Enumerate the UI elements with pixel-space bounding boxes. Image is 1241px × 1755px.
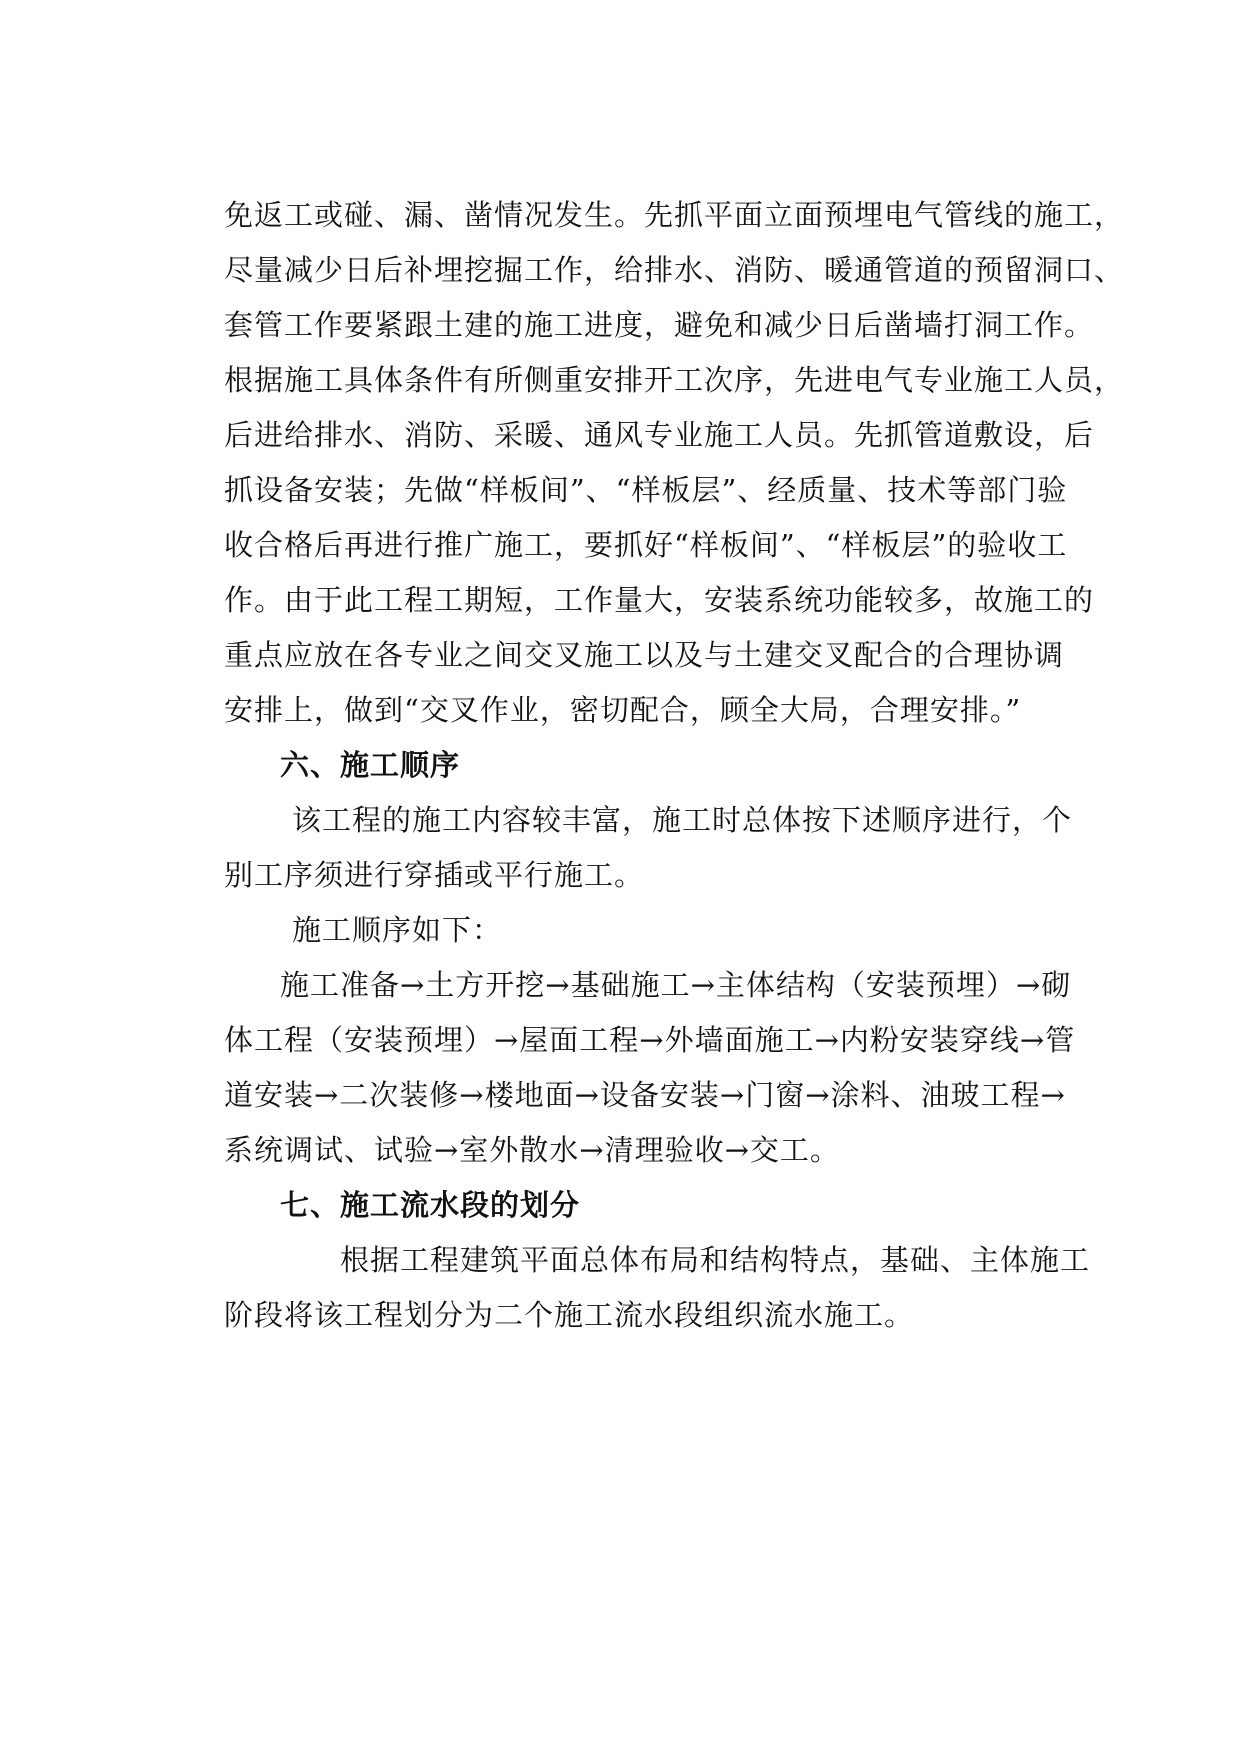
paragraph-line: 作。由于此工程工期短，工作量大，安装系统功能较多，故施工的 — [224, 583, 1095, 617]
section-7-body-line: 阶段将该工程划分为二个施工流水段组织流水施工。 — [224, 1298, 915, 1332]
sequence-line: 施工准备→土方开挖→基础施工→主体结构（安装预埋）→砌 — [280, 968, 1072, 1002]
section-heading-6: 六、施工顺序 — [280, 748, 461, 782]
sequence-line: 系统调试、试验→室外散水→清理验收→交工。 — [224, 1133, 840, 1167]
paragraph-line: 后进给排水、消防、采暖、通风专业施工人员。先抓管道敷设，后 — [224, 418, 1095, 452]
paragraph-line: 抓设备安装；先做“样板间”、“样板层”、经质量、技术等部门验 — [224, 473, 1068, 507]
paragraph-line: 套管工作要紧跟土建的施工进度，避免和减少日后凿墙打洞工作。 — [224, 308, 1095, 342]
section-7-body-line: 根据工程建筑平面总体布局和结构特点，基础、主体施工 — [340, 1243, 1091, 1277]
paragraph-line: 安排上，做到“交叉作业，密切配合，顾全大局，合理安排。” — [224, 693, 1022, 727]
paragraph-line: 收合格后再进行推广施工，要抓好“样板间”、“样板层”的验收工 — [224, 528, 1068, 562]
sequence-line: 体工程（安装预埋）→屋面工程→外墙面施工→内粉安装穿线→管 — [224, 1023, 1076, 1057]
paragraph-line: 根据施工具体条件有所侧重安排开工次序，先进电气专业施工人员， — [224, 363, 1125, 397]
section-6-intro-line: 别工序须进行穿插或平行施工。 — [224, 858, 645, 892]
sequence-line: 道安装→二次装修→楼地面→设备安装→门窗→涂料、油玻工程→ — [224, 1078, 1066, 1112]
paragraph-line: 尽量减少日后补埋挖掘工作，给排水、消防、暖通管道的预留洞口、 — [224, 253, 1125, 287]
section-6-intro-line: 该工程的施工内容较丰富，施工时总体按下述顺序进行，个 — [292, 803, 1073, 837]
section-6-order-label: 施工顺序如下： — [292, 913, 503, 947]
paragraph-line: 免返工或碰、漏、凿情况发生。先抓平面立面预埋电气管线的施工， — [224, 198, 1125, 232]
section-heading-7: 七、施工流水段的划分 — [280, 1188, 581, 1222]
paragraph-line: 重点应放在各专业之间交叉施工以及与土建交叉配合的合理协调 — [224, 638, 1065, 672]
